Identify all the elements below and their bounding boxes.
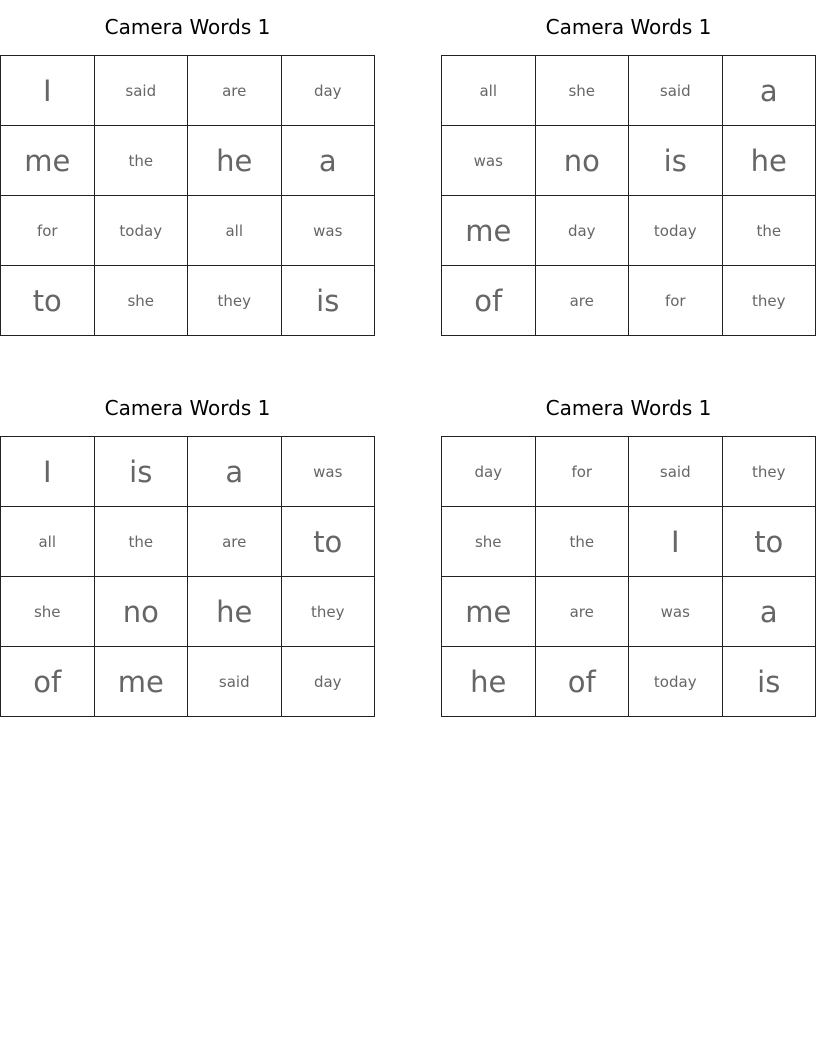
grid-cell: she (95, 266, 189, 336)
grid-cell: the (536, 507, 630, 577)
grid-cell: is (282, 266, 376, 336)
grid-cell: to (723, 507, 816, 577)
grid-cell: is (723, 647, 816, 717)
grid-cell: the (95, 126, 189, 196)
bingo-card-1 (0, 0, 375, 336)
grid-cell: day (536, 196, 630, 266)
grid-cell: for (629, 266, 723, 336)
word-grid (0, 436, 375, 717)
grid-cell: me (1, 126, 95, 196)
word-grid (441, 436, 816, 717)
grid-cell: of (536, 647, 630, 717)
grid-cell: a (723, 577, 816, 647)
word-grid (441, 55, 816, 336)
grid-cell: said (629, 437, 723, 507)
grid-cell: of (1, 647, 95, 717)
grid-cell: day (442, 437, 536, 507)
grid-cell: was (282, 196, 376, 266)
grid-cell: day (282, 647, 376, 717)
grid-cell: today (629, 196, 723, 266)
grid-cell: is (95, 437, 189, 507)
grid-cell: me (442, 577, 536, 647)
grid-cell: said (629, 56, 723, 126)
grid-cell: was (442, 126, 536, 196)
grid-cell: for (536, 437, 630, 507)
grid-cell: I (1, 437, 95, 507)
word-grid (0, 55, 375, 336)
grid-cell: no (95, 577, 189, 647)
grid-cell: are (188, 56, 282, 126)
grid-cell: all (188, 196, 282, 266)
grid-cell: a (188, 437, 282, 507)
grid-cell: no (536, 126, 630, 196)
grid-cell: day (282, 56, 376, 126)
grid-cell: are (188, 507, 282, 577)
grid-cell: me (95, 647, 189, 717)
grid-cell: a (282, 126, 376, 196)
grid-cell: I (629, 507, 723, 577)
grid-cell: he (188, 126, 282, 196)
grid-cell: he (188, 577, 282, 647)
grid-cell: was (282, 437, 376, 507)
grid-cell: he (442, 647, 536, 717)
grid-cell: she (1, 577, 95, 647)
grid-cell: is (629, 126, 723, 196)
grid-cell: the (95, 507, 189, 577)
grid-cell: today (629, 647, 723, 717)
grid-cell: said (95, 56, 189, 126)
grid-cell: to (1, 266, 95, 336)
grid-cell: he (723, 126, 816, 196)
card-title: Camera Words 1 (545, 15, 712, 39)
grid-cell: a (723, 56, 816, 126)
grid-cell: they (723, 437, 816, 507)
grid-cell: she (536, 56, 630, 126)
grid-cell: all (1, 507, 95, 577)
grid-cell: was (629, 577, 723, 647)
grid-cell: are (536, 577, 630, 647)
bingo-card-4 (441, 381, 816, 717)
grid-cell: are (536, 266, 630, 336)
grid-cell: me (442, 196, 536, 266)
grid-cell: they (188, 266, 282, 336)
card-title: Camera Words 1 (104, 396, 271, 420)
bingo-card-2 (441, 0, 816, 336)
grid-cell: she (442, 507, 536, 577)
grid-cell: said (188, 647, 282, 717)
card-title: Camera Words 1 (104, 15, 271, 39)
grid-cell: the (723, 196, 816, 266)
grid-cell: I (1, 56, 95, 126)
grid-cell: they (723, 266, 816, 336)
grid-cell: all (442, 56, 536, 126)
bingo-card-3 (0, 381, 375, 717)
grid-cell: to (282, 507, 376, 577)
grid-cell: today (95, 196, 189, 266)
grid-cell: of (442, 266, 536, 336)
grid-cell: they (282, 577, 376, 647)
grid-cell: for (1, 196, 95, 266)
card-title: Camera Words 1 (545, 396, 712, 420)
